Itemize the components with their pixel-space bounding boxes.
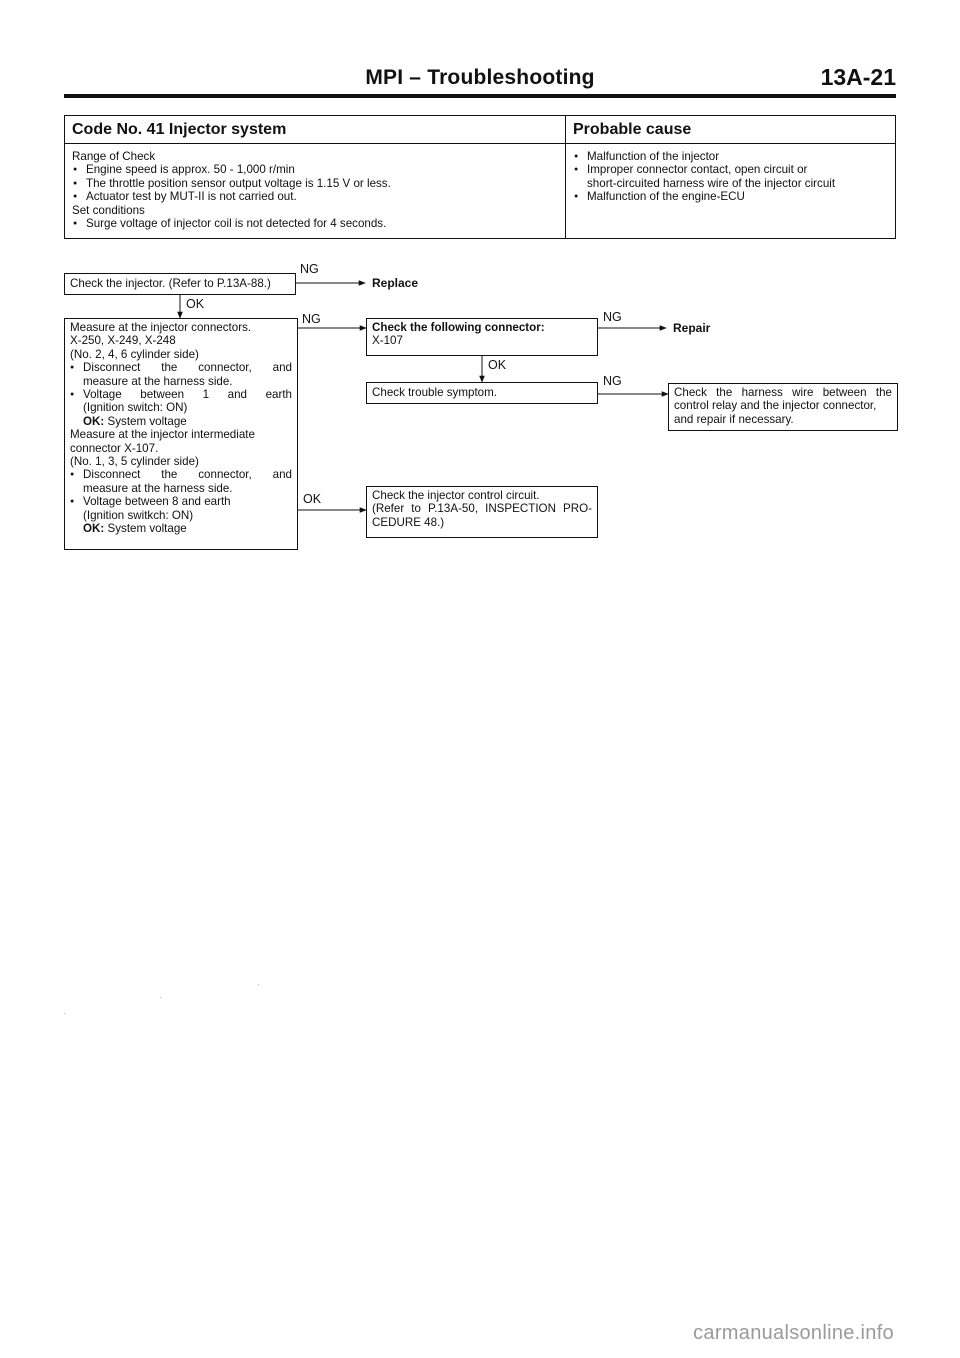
- measure-box-line: ● Disconnect the connector, and: [70, 361, 292, 374]
- control-circuit-box: [366, 486, 598, 538]
- probable-cause-line: ● Malfunction of the injector: [573, 150, 888, 163]
- harness-check-line: Check the harness wire between the: [674, 386, 892, 399]
- measure-box-line: connector X-107.: [70, 441, 159, 455]
- ok-criteria-value: System voltage: [104, 522, 187, 536]
- page-number: 13A-21: [820, 64, 896, 90]
- range-of-check-line: ● Surge voltage of injector coil is not detected for 4 seconds.: [72, 217, 552, 230]
- connector-box-title: Check the following connector:: [372, 321, 545, 334]
- scan-speck: [160, 997, 161, 998]
- ok-criteria-value: System voltage: [104, 414, 187, 428]
- measure-box-line: (Ignition switkch: ON): [83, 508, 194, 522]
- probable-cause-line: short-circuited harness wire of the injector circuit: [587, 176, 836, 190]
- measure-box-line: ● Voltage between 1 and earth: [70, 388, 292, 401]
- measure-box-line: ● Voltage between 8 and earth: [70, 495, 292, 508]
- measure-box-line: ● Disconnect the connector, and: [70, 468, 292, 481]
- measure-box-line: [70, 415, 292, 428]
- trouble-symptom-text: Check trouble symptom.: [372, 386, 498, 399]
- measure-box: [64, 318, 298, 550]
- watermark: carmanualsonline.info: [693, 1322, 894, 1344]
- scan-speck: [258, 984, 259, 985]
- table-right-heading: Probable cause: [573, 121, 692, 138]
- measure-box-line: (No. 1, 3, 5 cylinder side): [70, 455, 199, 469]
- ok-label-measure: OK: [186, 297, 205, 311]
- measure-box-line: measure at the harness side.: [83, 374, 233, 388]
- range-of-check-line: ● Engine speed is approx. 50 - 1,000 r/min: [72, 163, 552, 176]
- harness-check-line: control relay and the injector connector,: [674, 399, 877, 413]
- replace-result: Replace: [372, 276, 419, 290]
- ng-label-replace: NG: [300, 262, 319, 276]
- page-title: MPI – Troubleshooting: [365, 66, 595, 89]
- harness-check-line: and repair if necessary.: [674, 412, 794, 426]
- control-circuit-line: Check the injector control circuit.: [372, 489, 540, 502]
- table-left-heading: Code No. 41 Injector system: [72, 121, 287, 138]
- ok-criteria-label: OK:: [83, 414, 105, 428]
- measure-box-line: Measure at the injector connectors.: [70, 321, 252, 334]
- measure-box-line: measure at the harness side.: [83, 481, 233, 495]
- measure-box-line: Measure at the injector intermediate: [70, 428, 255, 442]
- scan-speck: [64, 1013, 65, 1014]
- range-of-check-line: Set conditions: [72, 203, 145, 217]
- connector-box: [366, 318, 598, 356]
- trouble-symptom-box: [366, 382, 598, 404]
- probable-cause-line: ● Improper connector contact, open circuit or: [573, 163, 888, 176]
- ng-label-repair: NG: [603, 310, 622, 324]
- check-injector-box: [64, 273, 296, 295]
- range-of-check-line: ● Actuator test by MUT-II is not carried out.: [72, 190, 552, 203]
- connector-box-value: X-107: [372, 334, 403, 348]
- ok-criteria-label: OK:: [83, 522, 105, 536]
- probable-cause-line: ● Malfunction of the engine-ECU: [573, 190, 888, 203]
- check-injector-text: Check the injector. (Refer to P.13A-88.): [70, 277, 271, 290]
- ok-label-trouble: OK: [488, 358, 507, 372]
- control-circuit-line: (Refer to P.13A-50, INSPECTION PRO-: [372, 502, 592, 516]
- measure-box-line: (Ignition switch: ON): [83, 401, 188, 415]
- range-of-check-line: Range of Check: [72, 150, 156, 163]
- ok-label-control: OK: [303, 492, 322, 506]
- ng-label-connector: NG: [302, 312, 321, 326]
- measure-box-line: X-250, X-249, X-248: [70, 334, 176, 348]
- measure-box-line: [70, 522, 292, 535]
- measure-box-line: (No. 2, 4, 6 cylinder side): [70, 347, 199, 361]
- repair-result: Repair: [673, 321, 711, 335]
- range-of-check-line: ● The throttle position sensor output voltage is 1.15 V or less.: [72, 177, 552, 190]
- ng-label-harness: NG: [603, 374, 622, 388]
- harness-check-box: [668, 383, 898, 431]
- control-circuit-line: CEDURE 48.): [372, 515, 445, 529]
